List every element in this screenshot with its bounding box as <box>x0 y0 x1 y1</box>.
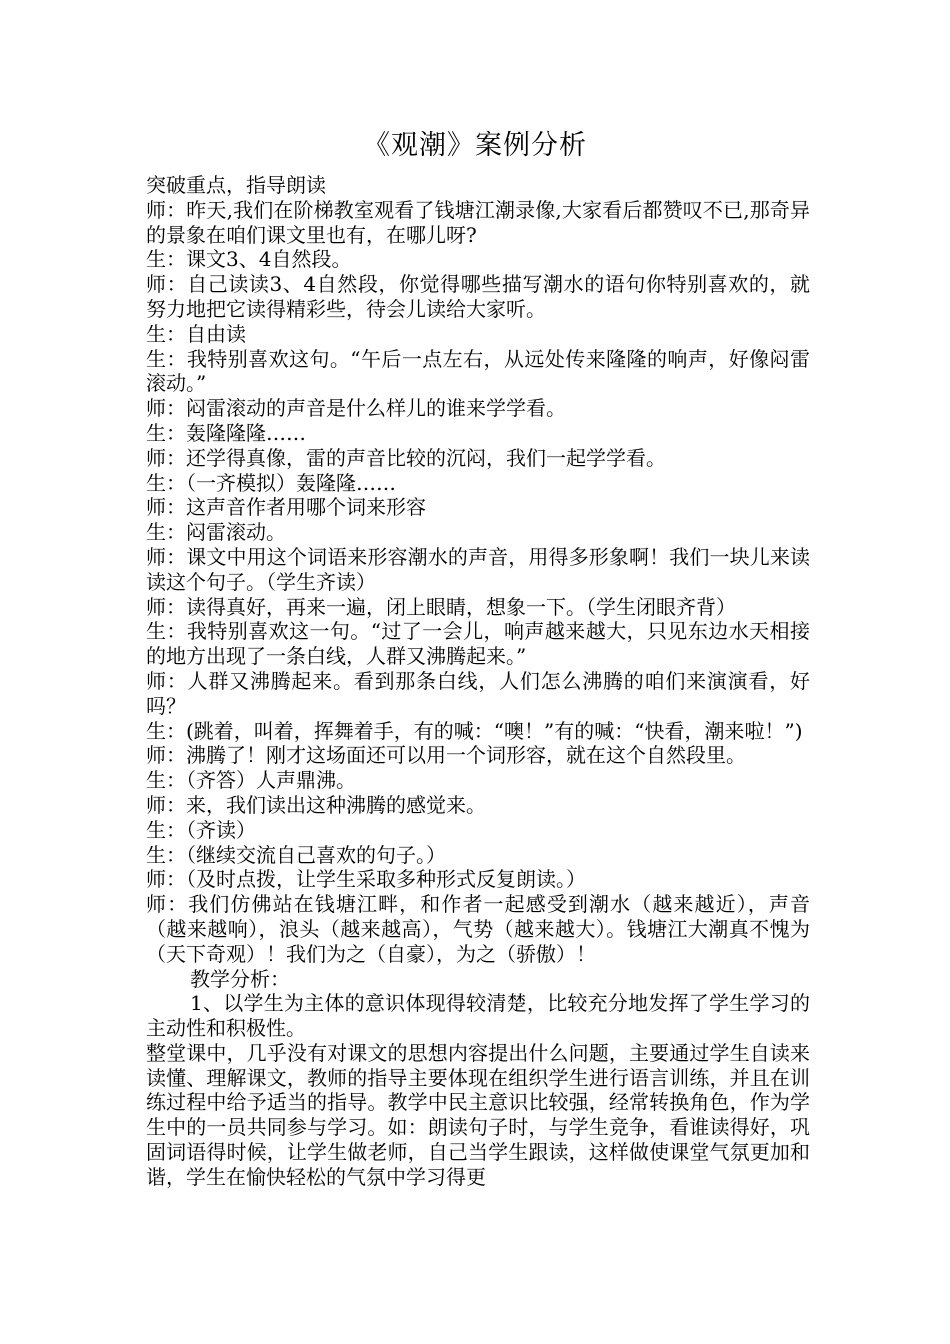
paragraph: 生：(跳着，叫着，挥舞着手，有的喊：“噢！”有的喊：“快看，潮来啦！”) <box>146 718 803 743</box>
paragraph: 生：我特别喜欢这一句。“过了一会儿，响声越来越大，只见东边水天相接的地方出现了一条白线，人群又沸腾起来。” <box>146 619 810 669</box>
paragraph: 师：沸腾了！刚才这场面还可以用一个词形容，就在这个自然段里。 <box>146 743 746 768</box>
paragraph: 师：昨天,我们在阶梯教室观看了钱塘江潮录像,大家看后都赞叹不已,那奇异的景象在咱们课文里也有，在哪儿呀? <box>146 197 810 247</box>
paragraph: 师：人群又沸腾起来。看到那条白线，人们怎么沸腾的咱们来演演看，好吗？ <box>146 668 810 718</box>
paragraph: 突破重点，指导朗读 <box>146 173 326 197</box>
paragraph: 生：课文3、4自然段。 <box>146 247 352 272</box>
document-title: 《观潮》案例分析 <box>363 130 587 161</box>
paragraph: 生：（一齐模拟）轰隆隆…… <box>146 470 396 495</box>
paragraph: 生：（齐读） <box>146 817 256 842</box>
paragraph: 师：（及时点拨，让学生采取多种形式反复朗读。） <box>146 867 586 892</box>
paragraph: 师：还学得真像，雷的声音比较的沉闷，我们一起学学看。 <box>146 445 666 470</box>
paragraph: 生：我特别喜欢这句。“午后一点左右，从远处传来隆隆的响声，好像闷雷滚动。” <box>146 346 810 396</box>
paragraph: 生：轰隆隆隆…… <box>146 420 306 445</box>
paragraph: 生：闷雷滚动。 <box>146 520 286 545</box>
paragraph: 师：这声音作者用哪个词来形容 <box>146 495 426 520</box>
paragraph: 师：自己读读3、4自然段，你觉得哪些描写潮水的语句你特别喜欢的，就努力地把它读得精彩些，待会儿读给大家听。 <box>146 272 810 321</box>
paragraph: 生：（齐答）人声鼎沸。 <box>146 768 356 793</box>
paragraph: 生：自由读 <box>146 321 246 346</box>
paragraph: 师：来，我们读出这种沸腾的感觉来。 <box>146 792 486 817</box>
paragraph: 整堂课中，几乎没有对课文的思想内容提出什么问题，主要通过学生自读来读懂、理解课文，教师的指导主要体现在组织学生进行语言训练，并且在训练过程中给予适当的指导。教学中民主意识比较强，经常转换角色，作为学生中的一员共同参与学习。如：朗读句子时，与学生竞争，看谁读得好，巩固词语得时候，让学生做老师，自己当学生跟读，这样做使课堂气氛更加和谐，学生在愉快轻松的气氛中学习得更 <box>146 1040 810 1189</box>
paragraph: 师：我们仿佛站在钱塘江畔，和作者一起感受到潮水（越来越近），声音（越来越响），浪头（越来越高），气势（越来越大）。钱塘江大潮真不愧为（天下奇观）！我们为之（自豪），为之（骄傲）！ <box>146 892 810 966</box>
paragraph: 生：（继续交流自己喜欢的句子。） <box>146 842 446 867</box>
paragraph: 1、以学生为主体的意识体现得较清楚，比较充分地发挥了学生学习的主动性和积极性。 <box>146 991 810 1041</box>
paragraph: 师：读得真好，再来一遍，闭上眼睛，想象一下。（学生闭眼齐背） <box>146 594 736 619</box>
paragraph: 师：课文中用这个词语来形容潮水的声音，用得多形象啊！我们一块儿来读读这个句子。（学生齐读） <box>146 544 810 594</box>
paragraph: 师：闷雷滚动的声音是什么样儿的谁来学学看。 <box>146 396 566 421</box>
section-heading: 教学分析： <box>190 966 290 991</box>
document-body <box>146 173 810 1190</box>
